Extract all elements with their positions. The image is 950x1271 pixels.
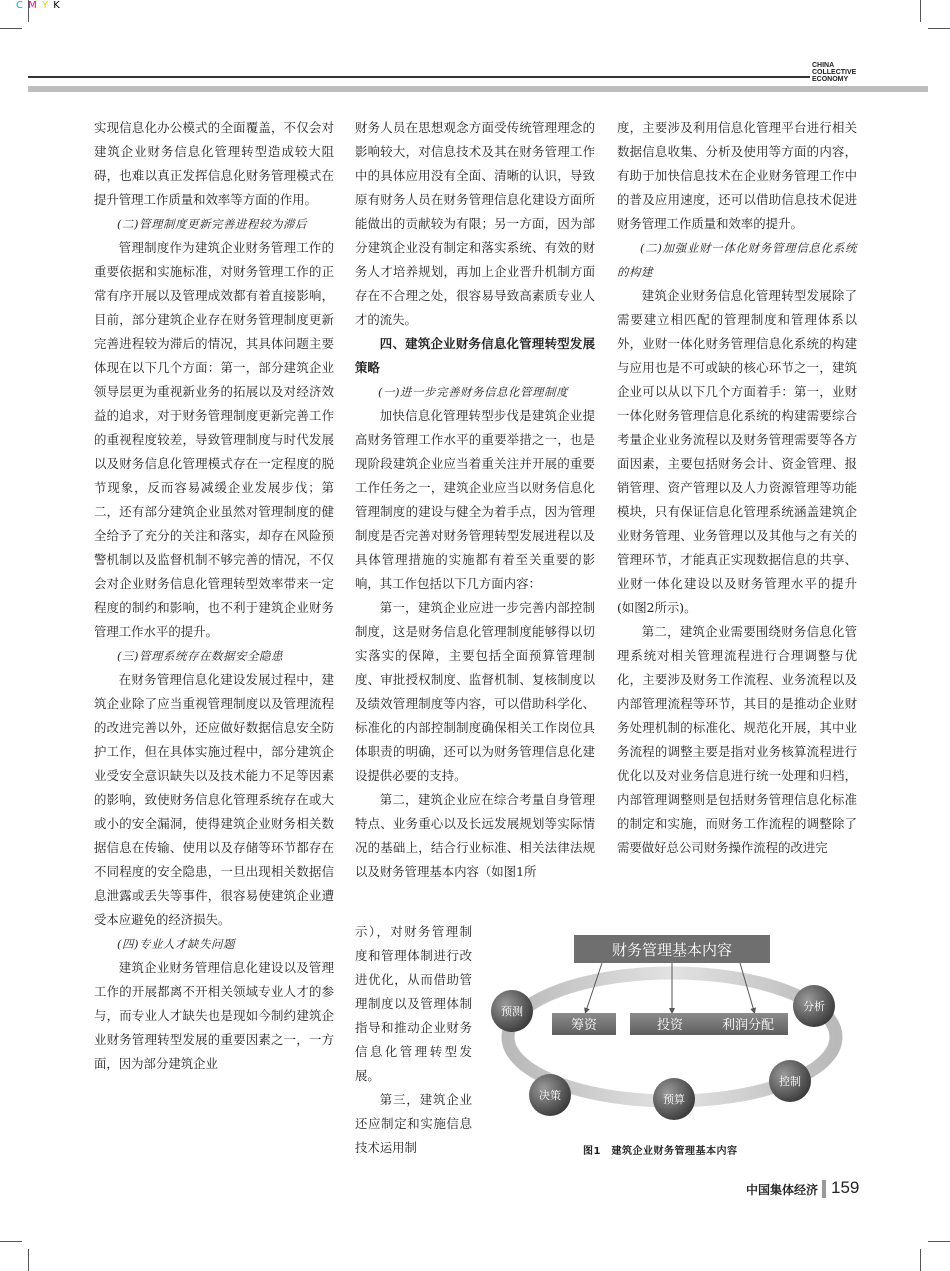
figure-caption: 图1 建筑企业财务管理基本内容: [583, 1146, 738, 1157]
header-rule: [28, 76, 810, 78]
paragraph: 示），对财务管理制度和管理体制进行改进优化，从而借助管理制度以及管理体制指导和推动企业财务信息化管理转型发展。: [355, 924, 472, 1083]
text-column-3: [617, 116, 857, 860]
subsection-heading: (二)管理制度更新完善进程较为滞后: [117, 217, 307, 231]
crop-mark: [0, 1241, 22, 1242]
paragraph: 管理制度作为建筑企业财务管理工作的重要依据和实施标准，对财务管理工作的正常有序开展以及管理成效都有着直接影响，目前，部分建筑企业存在财务管理制度更新完善进程较为滞后的情况，其具体问题主要体现在以下几个方面：第一，部分建筑企业领导层更为重视新业务的拓展以及对经济效益的追求，对于财务管理制度更新完善工作的重视程度较差，导致管理制度与时代发展以及财务信息化管理模式存在一定程度的脱节现象，反而容易减缓企业发展步伐；第二，还有部分建筑企业虽然对管理制度的健全给予了充分的关注和落实，却存在风险预警机制以及监督机制不够完善的情况，不仅会对企业财务信息化管理转型效率带来一定程度的制约和影响，也不利于建筑企业财务管理工作水平的提升。: [94, 240, 334, 639]
paragraph: 建筑企业财务管理信息化建设以及管理工作的开展都离不开相关领域专业人才的参与，而专业人才缺失也是现如今制约建筑企业财务管理转型发展的重要因素之一，一方面，因为部分建筑企业: [94, 960, 334, 1071]
node-forecast-label: 预测: [501, 1005, 523, 1018]
figure-diagram: [482, 925, 872, 1160]
color-registration-marks: [16, 0, 61, 11]
brand-line: CHINA: [812, 62, 835, 69]
cmyk-c: C: [16, 0, 24, 11]
crop-mark: [920, 1249, 921, 1271]
subsection-heading: (二)加强业财一体化财务管理信息化系统的构建: [617, 241, 857, 279]
journal-brand: [812, 62, 892, 83]
crop-mark: [920, 0, 921, 22]
paragraph: 第三，建筑企业还应制定和实施信息技术运用制: [355, 1092, 472, 1155]
crop-mark: [28, 1249, 29, 1271]
brand-line: COLLECTIVE: [812, 69, 857, 76]
node-decision-label: 决策: [539, 1089, 561, 1102]
paragraph: 度，主要涉及利用信息化管理平台进行相关数据信息收集、分析及使用等方面的内容，有助于加快信息技术在企业财务管理工作中的普及应用速度，还可以借助信息技术促进财务管理工作质量和效率的提升。: [617, 120, 857, 231]
paragraph: 第一，建筑企业应进一步完善内部控制制度，这是财务信息化管理制度能够得以切实落实的保障，主要包括全面预算管理制度、审批授权制度、监督机制、复核制度以及绩效管理制度等内容，可以借助科学化、标准化的内部控制制度确保相关工作岗位具体职责的明确，还可以为财务管理信息化建设提供必要的支持。: [355, 600, 595, 783]
cmyk-m: M: [28, 0, 38, 11]
text-column-1: [94, 116, 334, 1076]
node-control-label: 控制: [779, 1075, 801, 1088]
figure-title: 财务管理基本内容: [611, 941, 733, 959]
subsection-heading: (三)管理系统存在数据安全隐患: [117, 649, 283, 663]
subsection-heading: (四)专业人才缺失问题: [117, 937, 235, 951]
paragraph: 加快信息化管理转型步伐是建筑企业提高财务管理工作水平的重要举措之一，也是现阶段建筑企业应当着重关注并开展的重要工作任务之一，建筑企业应当以财务信息化管理制度的建设与健全为着手点，因为管理制度是否完善对财务管理转型发展进程以及具体管理措施的实施都有着至关重要的影响，其工作包括以下几方面内容：: [355, 408, 595, 591]
box-investment-label: 投资: [656, 1018, 684, 1033]
paragraph: 在财务管理信息化建设发展过程中，建筑企业除了应当重视管理制度以及管理流程的改进完善以外，还应做好数据信息安全防护工作，但在具体实施过程中，部分建筑企业受安全意识缺失以及技术能力不足等因素的影响，致使财务信息化管理系统存在或大或小的安全漏洞，使得建筑企业财务相关数据信息在传输、使用以及存储等环节都存在不同程度的安全隐患，一旦出现相关数据信息泄露或丢失等事件，很容易使建筑企业遭受本应避免的经济损失。: [94, 672, 334, 927]
crop-mark: [928, 28, 950, 29]
cmyk-k: K: [53, 0, 61, 11]
crop-mark: [928, 1241, 950, 1242]
section-heading: 四、建筑企业财务信息化管理转型发展策略: [355, 336, 595, 375]
brand-line: ECONOMY: [812, 76, 849, 83]
text-column-2: [355, 116, 595, 884]
subsection-heading: (一)进一步完善财务信息化管理制度: [378, 385, 568, 399]
paragraph: 第二，建筑企业应在综合考量自身管理特点、业务重心以及长远发展规划等实际情况的基础上，结合行业标准、相关法律法规以及财务管理基本内容（如图1所: [355, 792, 595, 879]
page-number: 159: [831, 1178, 860, 1197]
paragraph: 第二，建筑企业需要围绕财务信息化管理系统对相关管理流程进行合理调整与优化，主要涉及财务工作流程、业务流程以及内部管理流程等环节，其目的是推动企业财务处理机制的标准化、规范化开展，其中业务流程的调整主要是指对业务核算流程进行优化以及对业务信息进行统一处理和归档，内部管理调整则是包括财务管理信息化标准的制定和实施，而财务工作流程的调整除了需要做好总公司财务操作流程的改进完: [617, 624, 857, 855]
box-financing-label: 筹资: [570, 1018, 598, 1033]
crop-mark: [0, 28, 22, 29]
paragraph: 建筑企业财务信息化管理转型发展除了需要建立相匹配的管理制度和管理体系以外，业财一体化财务管理信息化系统的构建与应用也是不可或缺的核心环节之一，建筑企业可以从以下几个方面着手：第一，业财一体化财务管理信息化系统的构建需要综合考量企业业务流程以及财务管理需要等各方面因素，主要包括财务会计、资金管理、报销管理、资产管理以及人力资源管理等功能模块，只有保证信息化管理系统涵盖建筑企业财务管理、业务管理以及其他与之有关的管理环节，才能真正实现数据信息的共享、业财一体化建设以及财务管理水平的提升(如图2所示)。: [617, 288, 857, 615]
header-band: [28, 86, 928, 92]
text-column-2-continued: [355, 920, 472, 1160]
node-analysis-label: 分析: [803, 1000, 825, 1013]
box-profit-distribution-label: 利润分配: [721, 1018, 775, 1033]
footer-divider: [822, 1180, 826, 1198]
paragraph: 实现信息化办公模式的全面覆盖，不仅会对建筑企业财务信息化管理转型造成较大阻碍，也难以真正发挥信息化财务管理模式在提升管理工作质量和效率等方面的作用。: [94, 120, 334, 207]
cmyk-y: Y: [42, 0, 50, 11]
footer-journal-name: 中国集体经济: [746, 1183, 819, 1197]
figure-1: [482, 925, 872, 1160]
node-budget-label: 预算: [663, 1093, 685, 1106]
paragraph: 财务人员在思想观念方面受传统管理理念的影响较大，对信息技术及其在财务管理工作中的具体应用没有全面、清晰的认识，导致原有财务人员在财务管理信息化建设方面所能做出的贡献较为有限；另一方面，因为部分建筑企业没有制定和落实系统、有效的财务人才培养规划，再加上企业晋升机制方面存在不合理之处，很容易导致高素质专业人才的流失。: [355, 120, 595, 327]
